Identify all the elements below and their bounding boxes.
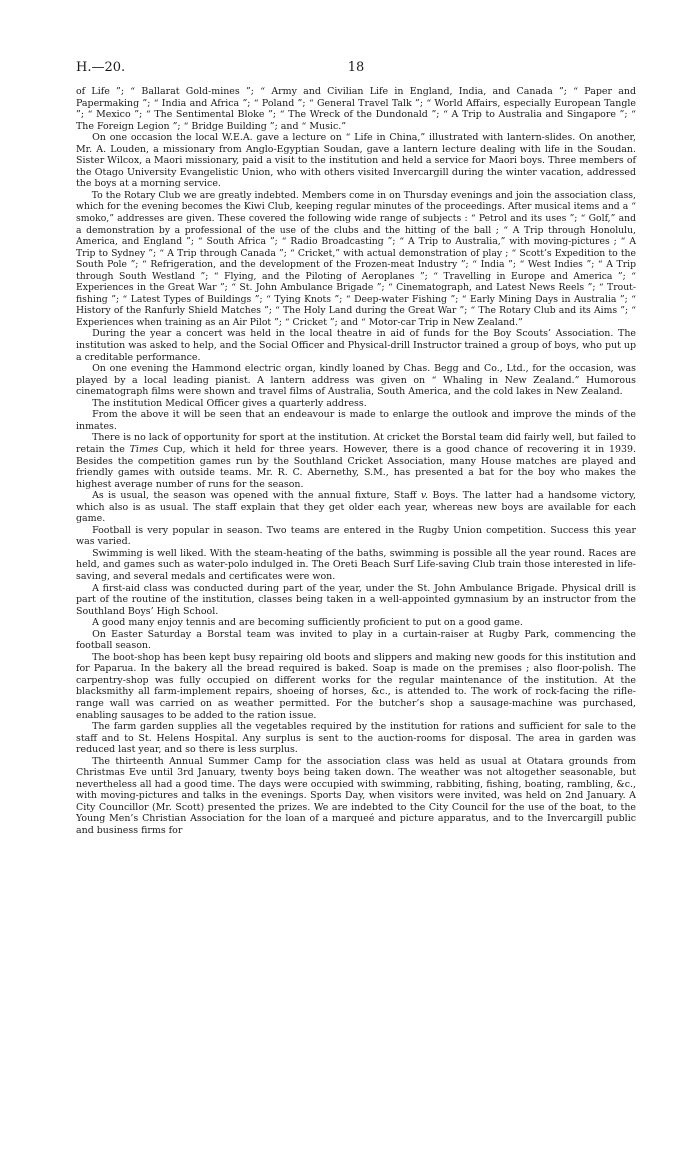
paragraph-hammond-organ: On one evening the Hammond electric organ, kindly loaned by Chas. Begg and Co., Ltd., for the occasion, was played by a local leading pianist. A lantern address was given on “ Whaling in New Zealand.” Humorous cinematograph films were shown and travel films of Australia, South America, and the cold lakes in New Zealand. [76,363,636,398]
page-number: 18 [347,60,365,75]
staff-text-end: Boys. The latter had a handsome victory, which also is as usual. The staff explain that they get older each year, whereas new boys are available for each game. [76,490,636,525]
paragraph-lecture-topics-continued: of Life ”; “ Ballarat Gold-mines ”; “ Army and Civilian Life in England, India, and Canada ”; “ Paper and Papermaking ”; “ India and Africa ”; “ Poland ”; “ General Travel Talk ”; “ World Affairs, especially European Tangle ”; “ Mexico ”; “ The Sentimental Bloke ”; “ The Wreck of the Dundonald ”; “ A Trip to Australia and Singapore ”; “ The Foreign Legion ”; “ Bridge Building ”; and “ Music.” [76,86,636,132]
cricket-text-end: Cup, which it held for three years. However, there is a good chance of recovering it in 1939. Besides the competition games run by the Southland Cricket Association, many House matches are played and friendly games with outside teams. Mr. R. C. Abernethy, S.M., has presented a bat for the boy who makes the highest average number of runs for the season. [76,443,636,490]
paragraph-first-aid: A first-aid class was conducted during part of the year, under the St. John Ambulance Brigade. Physical drill is part of the routine of the institution, classes being taken in a well-appointed gymnasium by an instructor from the Southland Boys’ High School. [76,582,636,617]
paragraph-staff-vs-boys [76,490,636,525]
document-code: H.—20. [76,60,126,75]
paragraph-boot-shop: The boot-shop has been kept busy repairing old boots and slippers and making new goods for this institution and for Paparua. In the bakery all the bread required is baked. Soap is made on the premises ; also floor-polish. The carpentry-shop was fully occupied on different works for the regular maintenance of the institution. At the blacksmithy all farm-implement repairs, shoeing of horses, &c., is attended to. The work of rock-facing the rifle-range wall was carried on as weather permitted. For the butcher’s shop a sausage-machine was purchased, enabling sausages to be added to the ration issue. [76,651,636,721]
paragraph-tennis: A good many enjoy tennis and are becoming sufficiently proficient to put on a good game. [92,617,523,629]
paragraph-cricket [76,432,636,490]
times-cup-name: Times [129,443,159,455]
staff-text-start: As is usual, the season was opened with the annual fixture, Staff [92,490,421,502]
paragraph-medical-officer: The institution Medical Officer gives a quarterly address. [92,397,367,409]
paragraph-wea-lecture: On one occasion the local W.E.A. gave a lecture on “ Life in China,” illustrated with lantern-slides. On another, Mr. A. Louden, a missionary from Anglo-Egyptian Soudan, gave a lantern lecture dealing with life in the Soudan. Sister Wilcox, a Maori missionary, paid a visit to the institution and held a service for Maori boys. Three members of the Otago University Evangelistic Union, who with others visited Invercargill during the winter vacation, addressed the boys at a morning service. [76,132,636,190]
paragraph-concert: During the year a concert was held in the local theatre in aid of funds for the Boy Scouts’ Association. The institution was asked to help, and the Social Officer and Physical-drill Instructor trained a group of boys, who put up a creditable performance. [76,328,636,363]
paragraph-outlook: From the above it will be seen that an endeavour is made to enlarge the outlook and improve the minds of the inmates. [76,409,636,432]
cricket-text-start: There is no lack of opportunity for sport at the institution. At cricket the Borstal team did fairly well, but failed to retain the [76,432,636,455]
paragraph-farm-garden: The farm garden supplies all the vegetables required by the institution for rations and sufficient for sale to the staff and to St. Helens Hospital. Any surplus is sent to the auction-rooms for disposal. The area in garden was reduced last year, and so there is less surplus. [76,721,636,756]
paragraph-easter-saturday: On Easter Saturday a Borstal team was invited to play in a curtain-raiser at Rugby Park, commencing the football season. [76,628,636,652]
paragraph-rotary-club: To the Rotary Club we are greatly indebted. Members come in on Thursday evenings and join the association class, which for the evening becomes the Kiwi Club, keeping regular minutes of the proceedings. After musical items and a “ smoko,” addresses are given. These covered the following wide range of subjects : “ Petrol and its uses ”; “ Golf,” and a demonstration by a professional of the use of the clubs and the hitting of the ball ; “ A Trip through Honolulu, America, and England ”; “ South Africa ”; “ Radio Broadcasting ”; “ A Trip to Australia,” with moving-pictures ; “ A Trip to Sydney ”; “ A Trip through Canada ”; “ Cricket,” with actual demonstration of play ; “ Scott’s Expedition to the South Pole ”; “ Refrigeration, and the development of the Frozen-meat Industry ”; “ India ”; “ West Indies ”; “ A Trip through South Westland ”; “ Flying, and the Piloting of Aeroplanes ”; “ Travelling in Europe and America ”; “ Experiences in the Great War ”; “ St. John Ambulance Brigade ”; “ Cinematograph, and Latest News Reels ”; “ Trout-fishing ”; “ Latest Types of Buildings ”; “ Tying Knots ”; “ Deep-water Fishing ”; “ Early Mining Days in Australia ”; “ History of the Ranfurly Shield Matches ”; “ The Holy Land during the Great War ”; “ The Rotary Club and its Aims ”; “ Experiences when training as an Air Pilot ”; “ Cricket ”; and “ Motor-car Trip in New Zealand.” [76,189,636,328]
body-text [76,86,636,837]
paragraph-swimming: Swimming is well liked. With the steam-heating of the baths, swimming is possible all the year round. Races are held, and games such as water-polo indulged in. The Oreti Beach Surf Life-saving Club train those interested in life-saving, and several medals and certificates were won. [76,547,636,582]
paragraph-summer-camp: The thirteenth Annual Summer Camp for the association class was held as usual at Otatara grounds from Christmas Eve until 3rd January, twenty boys being taken down. The weather was not altogether seasonable, but nevertheless all had a good time. The days were occupied with swimming, rabbiting, fishing, boating, rambling, &c., with moving-pictures and talks in the evenings. Sports Day, when visitors were invited, was held on 2nd January. A City Councillor (Mr. Scott) presented the prizes. We are indebted to the City Council for the use of the boat, to the Young Men’s Christian Association for the loan of a marqueé and picture apparatus, and to the Invercargill public and business firms for [76,755,636,836]
versus-abbrev: v. [420,490,429,502]
paragraph-football: Football is very popular in season. Two teams are entered in the Rugby Union competition. Success this year was varied. [76,524,636,548]
page-header [76,60,636,80]
